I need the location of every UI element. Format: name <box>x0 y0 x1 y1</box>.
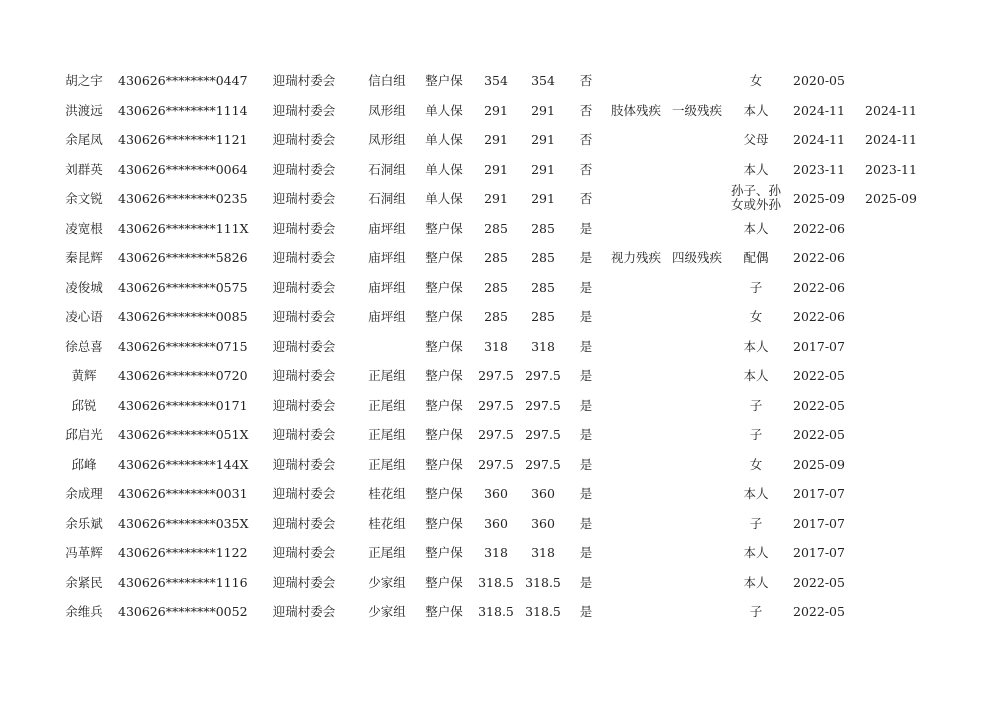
table-row <box>0 361 1000 390</box>
disability-type <box>608 66 664 95</box>
amount-paid: 297.5 <box>525 397 561 413</box>
table-row <box>0 66 1000 95</box>
yes-no-flag: 是 <box>579 279 593 295</box>
amount-standard: 285 <box>484 279 508 295</box>
household-relation: 子 <box>749 279 763 295</box>
table-row <box>0 214 1000 243</box>
disability-type <box>608 214 664 243</box>
table-row <box>0 450 1000 479</box>
id-number: 430626********051X <box>118 427 249 442</box>
assistance-type: 整户保 <box>425 338 463 354</box>
disability-type: 视力残疾 <box>610 250 661 265</box>
amount-standard: 360 <box>484 515 508 531</box>
disability-type <box>608 597 664 626</box>
amount-standard: 291 <box>484 102 508 118</box>
disability-level <box>668 568 726 597</box>
household-relation: 女 <box>749 309 763 324</box>
disability-level <box>668 597 726 626</box>
village-group: 庙坪组 <box>368 309 406 324</box>
village-group: 正尾组 <box>368 368 406 383</box>
start-date: 2017-07 <box>793 338 845 354</box>
amount-standard: 285 <box>484 250 508 265</box>
approval-date: 2023-11 <box>865 161 917 177</box>
household-relation: 子 <box>749 427 763 442</box>
approval-date: 2024-11 <box>865 132 917 147</box>
resident-name: 邱锐 <box>71 397 97 413</box>
amount-standard: 318 <box>484 545 508 560</box>
approval-date <box>862 214 920 243</box>
village-group: 石洞组 <box>368 191 406 206</box>
table-row <box>0 479 1000 508</box>
start-date: 2022-06 <box>793 279 845 295</box>
start-date: 2023-11 <box>793 161 845 177</box>
disability-type <box>608 332 664 361</box>
disability-level <box>668 302 726 331</box>
resident-name: 洪渡远 <box>65 102 103 118</box>
yes-no-flag: 是 <box>579 545 593 560</box>
household-relation: 配偶 <box>743 250 769 265</box>
resident-name: 余乐斌 <box>65 515 103 531</box>
assistance-type: 整户保 <box>425 574 463 590</box>
disability-type <box>608 420 664 449</box>
village-committee: 迎瑞村委会 <box>272 132 336 147</box>
yes-no-flag: 是 <box>579 574 593 590</box>
start-date: 2022-06 <box>793 309 845 324</box>
village-group: 正尾组 <box>368 545 406 560</box>
amount-paid: 318.5 <box>525 604 561 619</box>
approval-date <box>862 66 920 95</box>
amount-standard: 291 <box>484 132 508 147</box>
start-date: 2022-05 <box>793 368 845 383</box>
id-number: 430626********0052 <box>118 604 248 619</box>
table-row <box>0 332 1000 361</box>
village-group: 正尾组 <box>368 427 406 442</box>
household-relation: 女 <box>749 73 763 88</box>
village-committee: 迎瑞村委会 <box>272 250 336 265</box>
household-relation: 孙子、孙女或外孙 <box>730 183 781 212</box>
village-group: 桂花组 <box>368 515 406 531</box>
approval-date <box>862 302 920 331</box>
table-row <box>0 273 1000 302</box>
assistance-type: 整户保 <box>425 397 463 413</box>
village-group: 庙坪组 <box>368 220 406 236</box>
approval-date <box>862 420 920 449</box>
start-date: 2024-11 <box>793 132 845 147</box>
start-date: 2022-05 <box>793 604 845 619</box>
disability-type <box>608 125 664 154</box>
resident-name: 胡之宇 <box>65 73 103 88</box>
amount-standard: 318.5 <box>478 574 514 590</box>
start-date: 2022-06 <box>793 220 845 236</box>
yes-no-flag: 否 <box>579 161 593 177</box>
household-relation: 子 <box>749 604 763 619</box>
amount-paid: 285 <box>531 220 555 236</box>
amount-paid: 291 <box>531 191 555 206</box>
approval-date: 2024-11 <box>865 102 917 118</box>
table-row <box>0 509 1000 538</box>
amount-paid: 291 <box>531 161 555 177</box>
start-date: 2022-05 <box>793 427 845 442</box>
table-row <box>0 420 1000 449</box>
disability-type <box>608 391 664 420</box>
household-relation: 子 <box>749 515 763 531</box>
start-date: 2022-05 <box>793 574 845 590</box>
household-relation: 女 <box>749 456 763 472</box>
id-number: 430626********0064 <box>118 161 248 177</box>
village-committee: 迎瑞村委会 <box>272 368 336 383</box>
village-group: 正尾组 <box>368 397 406 413</box>
yes-no-flag: 否 <box>579 132 593 147</box>
assistance-type: 整户保 <box>425 250 463 265</box>
disability-type <box>608 509 664 538</box>
amount-paid: 285 <box>531 309 555 324</box>
id-number: 430626********0085 <box>118 309 248 324</box>
village-group: 信白组 <box>368 73 406 88</box>
household-relation: 本人 <box>743 368 769 383</box>
amount-standard: 354 <box>484 73 508 88</box>
amount-paid: 285 <box>531 250 555 265</box>
disability-level <box>668 155 726 184</box>
assistance-type: 整户保 <box>425 309 463 324</box>
start-date: 2022-05 <box>793 397 845 413</box>
village-committee: 迎瑞村委会 <box>272 73 336 88</box>
assistance-type: 整户保 <box>425 545 463 560</box>
table-row <box>0 568 1000 597</box>
approval-date <box>862 538 920 567</box>
household-relation: 本人 <box>743 338 769 354</box>
yes-no-flag: 是 <box>579 309 593 324</box>
amount-standard: 297.5 <box>478 397 514 413</box>
yes-no-flag: 是 <box>579 486 593 501</box>
disability-level <box>668 479 726 508</box>
amount-standard: 318.5 <box>478 604 514 619</box>
disability-type <box>608 155 664 184</box>
disability-type <box>608 479 664 508</box>
yes-no-flag: 是 <box>579 397 593 413</box>
resident-name: 余紧民 <box>65 574 103 590</box>
approval-date <box>862 509 920 538</box>
assistance-type: 整户保 <box>425 604 463 619</box>
disability-level <box>668 273 726 302</box>
disability-level <box>668 391 726 420</box>
disability-level <box>668 125 726 154</box>
id-number: 430626********0575 <box>118 279 248 295</box>
disability-level <box>668 509 726 538</box>
disability-level <box>668 450 726 479</box>
id-number: 430626********111X <box>118 220 249 236</box>
approval-date: 2025-09 <box>865 191 917 206</box>
disability-type <box>608 450 664 479</box>
id-number: 430626********0720 <box>118 368 248 383</box>
yes-no-flag: 是 <box>579 338 593 354</box>
id-number: 430626********0031 <box>118 486 248 501</box>
village-committee: 迎瑞村委会 <box>272 515 336 531</box>
resident-name: 邱峰 <box>71 456 97 472</box>
amount-standard: 297.5 <box>478 427 514 442</box>
resident-name: 凌俊城 <box>65 279 103 295</box>
disability-level <box>668 184 726 213</box>
amount-standard: 297.5 <box>478 368 514 383</box>
village-committee: 迎瑞村委会 <box>272 161 336 177</box>
approval-date <box>862 568 920 597</box>
amount-standard: 360 <box>484 486 508 501</box>
assistance-type: 整户保 <box>425 427 463 442</box>
table-row <box>0 96 1000 125</box>
approval-date <box>862 391 920 420</box>
yes-no-flag: 是 <box>579 250 593 265</box>
id-number: 430626********1114 <box>118 102 248 118</box>
village-committee: 迎瑞村委会 <box>272 486 336 501</box>
yes-no-flag: 是 <box>579 456 593 472</box>
table-row <box>0 184 1000 213</box>
household-relation: 子 <box>749 397 763 413</box>
approval-date <box>862 361 920 390</box>
village-committee: 迎瑞村委会 <box>272 574 336 590</box>
yes-no-flag: 是 <box>579 515 593 531</box>
disability-level <box>668 538 726 567</box>
village-group: 石洞组 <box>368 161 406 177</box>
table-row <box>0 302 1000 331</box>
id-number: 430626********0235 <box>118 191 248 206</box>
amount-paid: 360 <box>531 486 555 501</box>
village-committee: 迎瑞村委会 <box>272 279 336 295</box>
approval-date <box>862 479 920 508</box>
village-group: 凤形组 <box>368 132 406 147</box>
id-number: 430626********0447 <box>118 73 248 88</box>
resident-name: 凌心语 <box>65 309 103 324</box>
disability-level: 一级残疾 <box>671 102 722 118</box>
amount-standard: 297.5 <box>478 456 514 472</box>
amount-paid: 360 <box>531 515 555 531</box>
start-date: 2022-06 <box>793 250 845 265</box>
start-date: 2017-07 <box>793 545 845 560</box>
start-date: 2024-11 <box>793 102 845 118</box>
resident-name: 凌宽根 <box>65 220 103 236</box>
amount-paid: 318.5 <box>525 574 561 590</box>
id-number: 430626********035X <box>118 515 249 531</box>
assistance-type: 整户保 <box>425 73 463 88</box>
village-group: 庙坪组 <box>368 250 406 265</box>
disability-type: 肢体残疾 <box>610 102 661 118</box>
approval-date <box>862 273 920 302</box>
village-group: 桂花组 <box>368 486 406 501</box>
village-committee: 迎瑞村委会 <box>272 545 336 560</box>
yes-no-flag: 是 <box>579 220 593 236</box>
village-committee: 迎瑞村委会 <box>272 427 336 442</box>
disability-level <box>668 420 726 449</box>
village-committee: 迎瑞村委会 <box>272 220 336 236</box>
household-relation: 本人 <box>743 545 769 560</box>
resident-name: 余维兵 <box>65 604 103 619</box>
yes-no-flag: 是 <box>579 427 593 442</box>
amount-paid: 297.5 <box>525 427 561 442</box>
amount-standard: 318 <box>484 338 508 354</box>
household-relation: 本人 <box>743 220 769 236</box>
start-date: 2017-07 <box>793 515 845 531</box>
amount-paid: 291 <box>531 102 555 118</box>
resident-name: 冯革辉 <box>65 545 103 560</box>
amount-paid: 297.5 <box>525 456 561 472</box>
id-number: 430626********5826 <box>118 250 248 265</box>
id-number: 430626********1122 <box>118 545 248 560</box>
disability-type <box>608 302 664 331</box>
start-date: 2017-07 <box>793 486 845 501</box>
disability-level <box>668 214 726 243</box>
yes-no-flag: 是 <box>579 368 593 383</box>
village-committee: 迎瑞村委会 <box>272 397 336 413</box>
disability-level <box>668 361 726 390</box>
disability-type <box>608 568 664 597</box>
table-row <box>0 155 1000 184</box>
village-group: 正尾组 <box>368 456 406 472</box>
yes-no-flag: 否 <box>579 191 593 206</box>
disability-type <box>608 361 664 390</box>
disability-level: 四级残疾 <box>671 250 722 265</box>
approval-date <box>862 332 920 361</box>
resident-name: 秦昆辉 <box>65 250 103 265</box>
table-row <box>0 597 1000 626</box>
start-date: 2025-09 <box>793 456 845 472</box>
start-date: 2025-09 <box>793 191 845 206</box>
village-group: 少家组 <box>368 574 406 590</box>
disability-type <box>608 273 664 302</box>
id-number: 430626********1121 <box>118 132 248 147</box>
village-group: 庙坪组 <box>368 279 406 295</box>
yes-no-flag: 否 <box>579 73 593 88</box>
household-relation: 本人 <box>743 102 769 118</box>
amount-standard: 291 <box>484 161 508 177</box>
yes-no-flag: 是 <box>579 604 593 619</box>
amount-paid: 291 <box>531 132 555 147</box>
approval-date <box>862 450 920 479</box>
village-committee: 迎瑞村委会 <box>272 102 336 118</box>
assistance-type: 整户保 <box>425 486 463 501</box>
table-row <box>0 243 1000 272</box>
table-row <box>0 391 1000 420</box>
approval-date <box>862 597 920 626</box>
id-number: 430626********1116 <box>118 574 248 590</box>
village-committee: 迎瑞村委会 <box>272 456 336 472</box>
id-number: 430626********0171 <box>118 397 248 413</box>
disability-level <box>668 66 726 95</box>
village-committee: 迎瑞村委会 <box>272 309 336 324</box>
amount-paid: 297.5 <box>525 368 561 383</box>
assistance-type: 单人保 <box>425 191 463 206</box>
household-relation: 本人 <box>743 161 769 177</box>
assistance-type: 整户保 <box>425 279 463 295</box>
amount-standard: 291 <box>484 191 508 206</box>
table-row <box>0 125 1000 154</box>
assistance-type: 整户保 <box>425 515 463 531</box>
village-group <box>362 332 412 361</box>
assistance-type: 整户保 <box>425 368 463 383</box>
village-committee: 迎瑞村委会 <box>272 191 336 206</box>
id-number: 430626********0715 <box>118 338 248 354</box>
assistance-type: 单人保 <box>425 161 463 177</box>
resident-name: 余成理 <box>65 486 103 501</box>
amount-paid: 318 <box>531 338 555 354</box>
amount-standard: 285 <box>484 220 508 236</box>
resident-name: 刘群英 <box>65 161 103 177</box>
amount-paid: 354 <box>531 73 555 88</box>
assistance-type: 整户保 <box>425 456 463 472</box>
table-row <box>0 538 1000 567</box>
disability-type <box>608 184 664 213</box>
village-committee: 迎瑞村委会 <box>272 604 336 619</box>
resident-name: 黄辉 <box>71 368 97 383</box>
start-date: 2020-05 <box>793 73 845 88</box>
assistance-type: 单人保 <box>425 102 463 118</box>
amount-paid: 318 <box>531 545 555 560</box>
village-group: 凤形组 <box>368 102 406 118</box>
village-committee: 迎瑞村委会 <box>272 338 336 354</box>
assistance-type: 整户保 <box>425 220 463 236</box>
resident-name: 徐总喜 <box>65 338 103 354</box>
resident-name: 邱启光 <box>65 427 103 442</box>
disability-type <box>608 538 664 567</box>
household-relation: 本人 <box>743 486 769 501</box>
disability-level <box>668 332 726 361</box>
village-group: 少家组 <box>368 604 406 619</box>
household-relation: 父母 <box>743 132 769 147</box>
yes-no-flag: 否 <box>579 102 593 118</box>
household-relation: 本人 <box>743 574 769 590</box>
resident-name: 余文锐 <box>65 191 103 206</box>
amount-standard: 285 <box>484 309 508 324</box>
approval-date <box>862 243 920 272</box>
id-number: 430626********144X <box>118 456 249 472</box>
assistance-type: 单人保 <box>425 132 463 147</box>
resident-name: 余尾凤 <box>65 132 103 147</box>
amount-paid: 285 <box>531 279 555 295</box>
